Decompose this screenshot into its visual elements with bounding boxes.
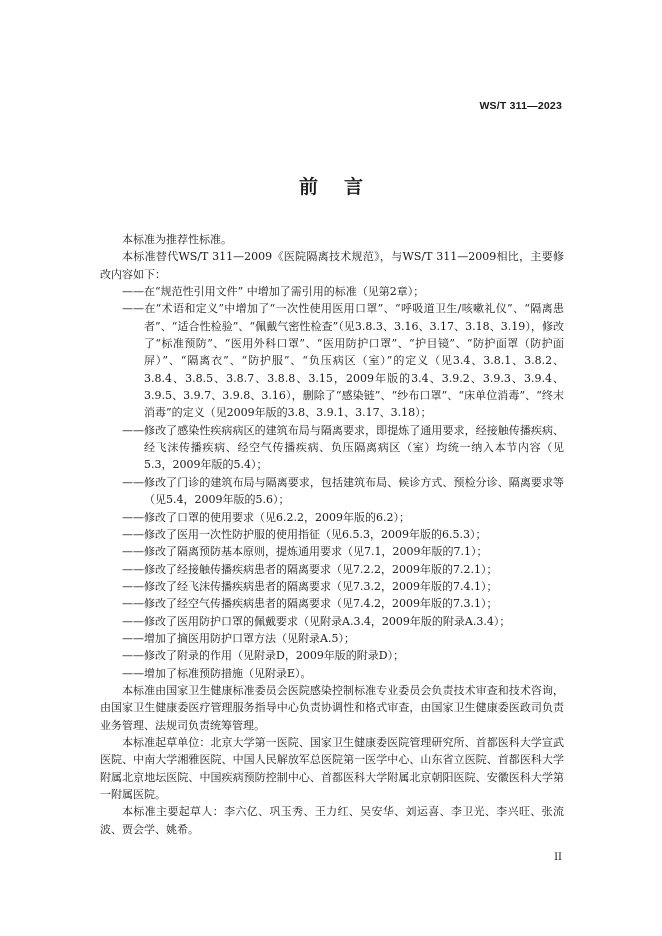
page-number: II <box>554 852 562 863</box>
change-item: ——修改了经飞沫传播疾病患者的隔离要求（见7.3.2，2009年版的7.4.1）； <box>122 579 498 593</box>
change-item: ——修改了经接触传播疾病患者的隔离要求（见7.2.2，2009年版的7.2.1）； <box>122 562 498 576</box>
change-item: ——修改了医用防护口罩的佩戴要求（见附录A.3.4，2009年版的附录A.3.4）； <box>122 614 511 628</box>
change-item: ——修改了隔离预防基本原则，提炼通用要求（见7.1，2009年版的7.1）； <box>122 545 488 559</box>
drafting-units-paragraph: 本标准起草单位：北京大学第一医院、国家卫生健康委医院管理研究所、首都医科大学宣武医院、中南大学湘雅医院、中国人民解放军总医院第一医学中心、山东省立医院、首都医科大学附属北京地坛医院、中国疾病预防控制中心、首都医科大学附属北京朝阳医院、安徽医科大学第一附属医院。 <box>100 735 564 801</box>
change-item: ——修改了门诊的建筑布局与隔离要求，包括建筑布局、候诊方式、预检分诊、隔离要求等（见5.4，2009年版的5.6）； <box>122 475 564 507</box>
change-item: ——增加了摘医用防护口罩方法（见附录A.5）； <box>122 631 355 645</box>
change-item: ——修改了口罩的使用要求（见6.2.2，2009年版的6.2）； <box>122 510 410 524</box>
change-item: ——修改了附录的作用（见附录D，2009年版的附录D）； <box>122 649 405 663</box>
standard-code: WS/T 311—2023 <box>479 100 562 112</box>
change-item: ——修改了感染性疾病病区的建筑布局与隔离要求，即提炼了通用要求，经接触传播疾病、经飞沫传播疾病、经空气传播疾病、负压隔离病区（室）均统一纳入本节内容（见5.3，2009年版的5.4）； <box>122 423 564 472</box>
review-paragraph: 本标准由国家卫生健康标准委员会医院感染控制标准专业委员会负责技术审查和技术咨询，由国家卫生健康委医疗管理服务指导中心负责协调性和格式审查，由国家卫生健康委医政司负责业务管理、法规司负责统筹管理。 <box>100 683 564 732</box>
change-item: ——在“术语和定义”中增加了“一次性使用医用口罩”、“呼吸道卫生/咳嗽礼仪”、“隔离患者”、“适合性检验”、“佩戴气密性检查”（见3.8.3、3.16、3.17、3.18、3.19），修改了“标准预防”、“医用外科口罩”、“医用防护口罩”、“护目镜”、“防护面罩（防护面屏）”、“隔离衣”、“防护服”、“负压病区（室）”的定义（见3.4、3.8.1、3.8.2、3.8.4、3.8.5、3.8.7、3.8.8、3.15，2009年版的3.4、3.9.2、3.9.3、3.9.4、3.9.5、3.9.7、3.9.8、3.16），删除了“感染链”、“纱布口罩”、“床单位消毒”、“终末消毒”的定义（见2009年版的3.8、3.9.1、3.17、3.18）； <box>122 302 564 420</box>
intro-paragraph: 本标准替代WS/T 311—2009《医院隔离技术规范》，与WS/T 311—2009相比，主要修改内容如下： <box>100 250 564 281</box>
change-item: ——在“规范性引用文件” 中增加了需引用的标准（见第2章）； <box>122 285 425 299</box>
intro-paragraph: 本标准为推荐性标准。 <box>122 233 232 246</box>
change-item: ——修改了医用一次性防护服的使用指征（见6.5.3，2009年版的6.5.3）； <box>122 527 487 541</box>
change-item: ——修改了经空气传播疾病患者的隔离要求（见7.4.2，2009年版的7.3.1）； <box>122 597 498 611</box>
drafters-paragraph: 本标准主要起草人：李六亿、巩玉秀、王力红、吴安华、刘运喜、李卫光、李兴旺、张流波、贾会学、姚希。 <box>100 805 564 836</box>
foreword-body <box>100 231 564 838</box>
page-title: 前言 <box>298 176 389 198</box>
change-item: ——增加了标准预防措施（见附录E）。 <box>122 666 312 680</box>
